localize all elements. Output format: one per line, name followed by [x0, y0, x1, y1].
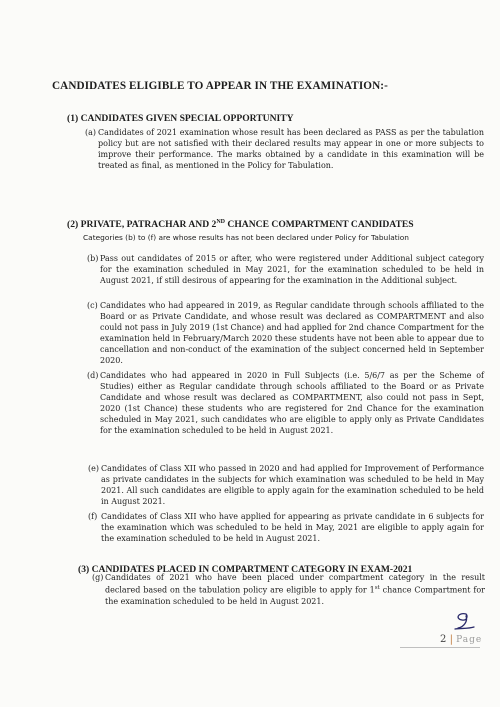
item-c [87, 300, 484, 367]
section-3-title: CANDIDATES PLACED IN COMPARTMENT CATEGORY IN EXAM-2021 [91, 564, 413, 575]
item-a-text: Candidates of 2021 examination whose result has been declared as PASS as per the tabulation policy but are not satisfied with their declared results may appear in one or more subjects to improve their performance. The marks obtained by a candidate in this examination will be treated as final, as mentioned in the Policy for Tabulation. [98, 128, 484, 171]
section-1-number: (1) [67, 113, 79, 124]
footer-rule [400, 647, 480, 648]
item-a-label: (a) [85, 128, 97, 137]
item-e [88, 463, 484, 507]
item-b-text: Pass out candidates of 2015 or after, who were registered under Additional subject category for the examination scheduled in May 2021, for the examination scheduled to be held in August 2021, if still desirous of appearing for the examination in the Additional subject. [100, 254, 484, 286]
signature-mark [452, 611, 476, 633]
section-2-title-pre: PRIVATE, PATRACHAR AND 2 [80, 219, 217, 231]
item-d-label: (d) [87, 371, 99, 380]
item-b-label: (b) [87, 254, 99, 263]
item-e-label: (e) [88, 464, 99, 473]
item-g-text-post: chance Compartment for the examination scheduled to be held in August 2021. [105, 585, 485, 606]
item-c-text: Candidates who had appeared in 2019, as Regular candidate through schools affiliated to the Board or as Private Candidate, and whose result was declared as COMPARTMENT and also could not pass in July 2019 (1st Chance) and had applied for 2nd chance Compartment for the examination held in February/March 2020 these students have not been able to appear due to cancellation and non-conduct of the examination of the subject concerned held in September 2020. [100, 301, 484, 366]
item-c-label: (c) [87, 301, 98, 310]
item-g-text-sup: st [374, 585, 380, 592]
item-f-text: Candidates of Class XII who have applied for appearing as private candidate in 6 subjects for the examination which was scheduled to be held in May, 2021 are eligible to apply again for the examination scheduled to be held in August 2021. [101, 512, 484, 544]
item-g-label: (g) [92, 573, 104, 582]
section-3-number: (3) [78, 564, 90, 575]
item-d [87, 370, 484, 437]
page-number-separator: | [449, 634, 453, 645]
section-2-note: Categories (b) to (f) are whose results has not been declared under Policy for Tabulation [83, 233, 409, 242]
section-1-title: CANDIDATES GIVEN SPECIAL OPPORTUNITY [80, 113, 294, 124]
page-number-word: Page [456, 635, 483, 645]
page-title: CANDIDATES ELIGIBLE TO APPEAR IN THE EXAMINATION:- [52, 80, 388, 92]
item-a [85, 127, 484, 171]
item-f-label: (f) [88, 512, 98, 521]
item-f [88, 511, 484, 544]
item-g [92, 572, 485, 607]
page-number [440, 634, 482, 645]
item-b [87, 253, 484, 286]
section-2-heading [67, 219, 414, 230]
section-2-title-post: CHANCE COMPARTMENT CANDIDATES [225, 219, 414, 231]
section-2-title-sup: ND [216, 219, 226, 225]
item-e-text: Candidates of Class XII who passed in 2020 and had applied for Improvement of Performance as private candidates in the subjects for which examination was scheduled to be held in May 2021. All such candidates are eligible to apply again for the examination scheduled to be held in August 2021. [101, 464, 484, 507]
page-number-value: 2 [440, 634, 447, 645]
section-2-number: (2) [67, 219, 79, 231]
item-g-text-pre: Candidates of 2021 who have been placed under compartment category in the result declared based on the tabulation policy are eligible to apply for 1 [105, 573, 485, 595]
item-d-text: Candidates who had appeared in 2020 in Full Subjects (i.e. 5/6/7 as per the Scheme of Studies) either as Regular candidate through schools affiliated to the Board or as Private Candidate and whose result was declared as COMPARTMENT, also could not pass in Sept, 2020 (1st Chance) these students who are registered for 2nd Chance for the examination scheduled in May 2021, such candidates who are eligible to apply only as Private Candidates for the examination scheduled to be held in August 2021. [100, 371, 484, 436]
section-1-heading [67, 113, 294, 124]
